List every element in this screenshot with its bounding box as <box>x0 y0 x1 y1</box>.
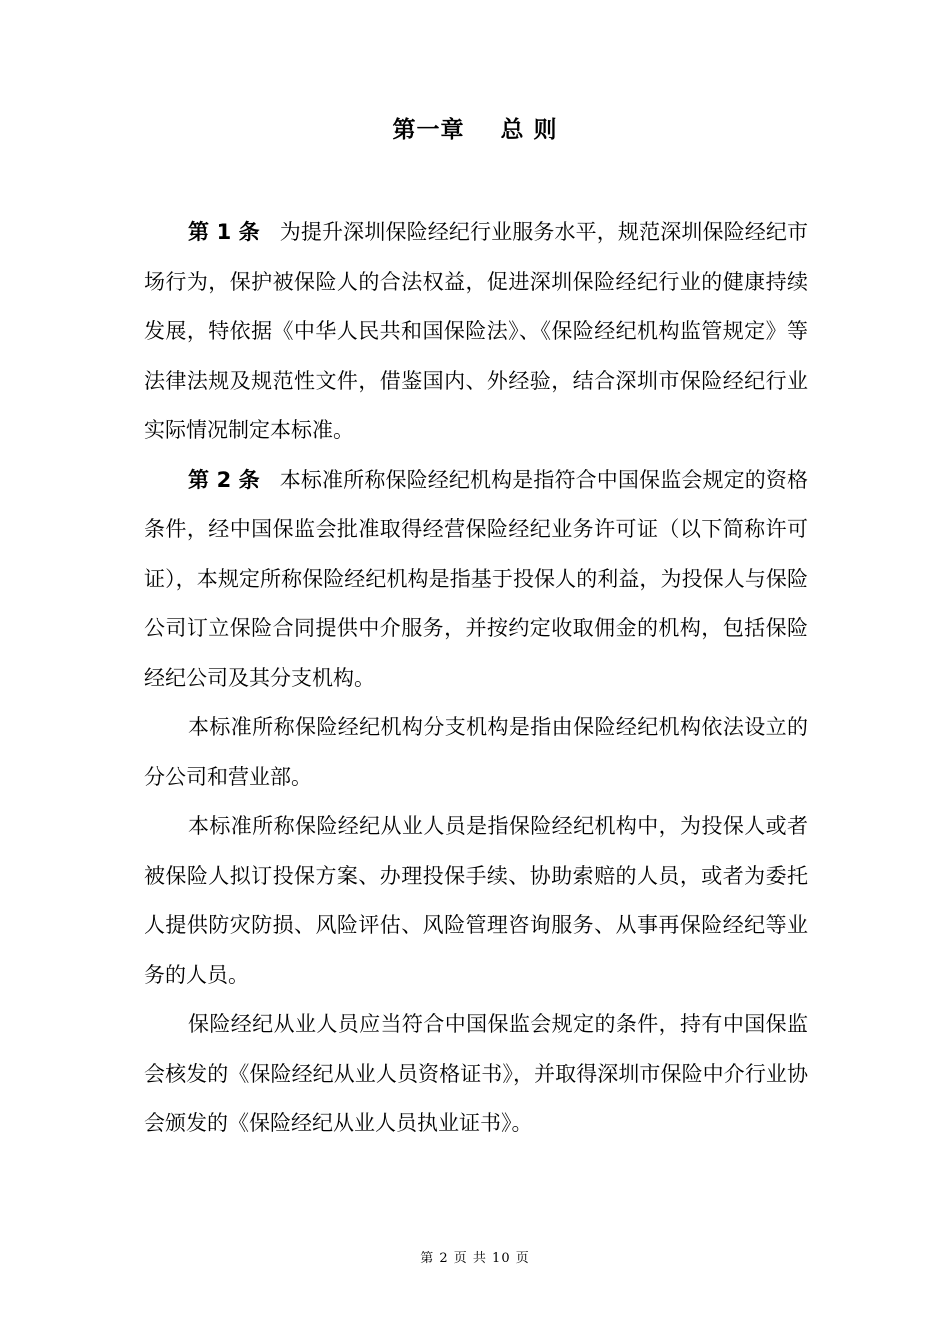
article-2 <box>144 456 808 704</box>
chapter-name: 总 则 <box>500 117 558 143</box>
paragraph-staff-definition: 本标准所称保险经纪从业人员是指保险经纪机构中，为投保人或者被保险人拟订投保方案、办理投保手续、协助索赔的人员，或者为委托人提供防灾防损、风险评估、风险管理咨询服务、从事再保险经纪等业务的人员。 <box>144 814 808 987</box>
chapter-number: 第一章 <box>392 117 465 143</box>
page-number-footer: 第 2 页 共 10 页 <box>420 1251 530 1266</box>
article-1 <box>144 208 808 456</box>
chapter-title <box>0 112 950 148</box>
article-2-label: 第 2 条 <box>188 467 260 492</box>
document-body <box>144 208 808 1149</box>
article-1-label: 第 1 条 <box>188 220 260 244</box>
article-1-text: 为提升深圳保险经纪行业服务水平，规范深圳保险经纪市场行为，保护被保险人的合法权益，促进深圳保险经纪行业的健康持续发展，特依据《中华人民共和国保险法》、《保险经纪机构监管规定》等法律法规及规范性文件，借鉴国内、外经验，结合深圳市保险经纪行业实际情况制定本标准。 <box>144 220 809 442</box>
paragraph-branch-definition: 本标准所称保险经纪机构分支机构是指由保险经纪机构依法设立的分公司和营业部。 <box>144 715 808 789</box>
paragraph-staff-qualification: 保险经纪从业人员应当符合中国保监会规定的条件，持有中国保监会核发的《保险经纪从业人员资格证书》，并取得深圳市保险中介行业协会颁发的《保险经纪从业人员执业证书》。 <box>144 1012 808 1135</box>
article-2-text: 本标准所称保险经纪机构是指符合中国保监会规定的资格条件，经中国保监会批准取得经营保险经纪业务许可证（以下简称许可证），本规定所称保险经纪机构是指基于投保人的利益，为投保人与保险公司订立保险合同提供中介服务，并按约定收取佣金的机构，包括保险经纪公司及其分支机构。 <box>144 467 809 690</box>
